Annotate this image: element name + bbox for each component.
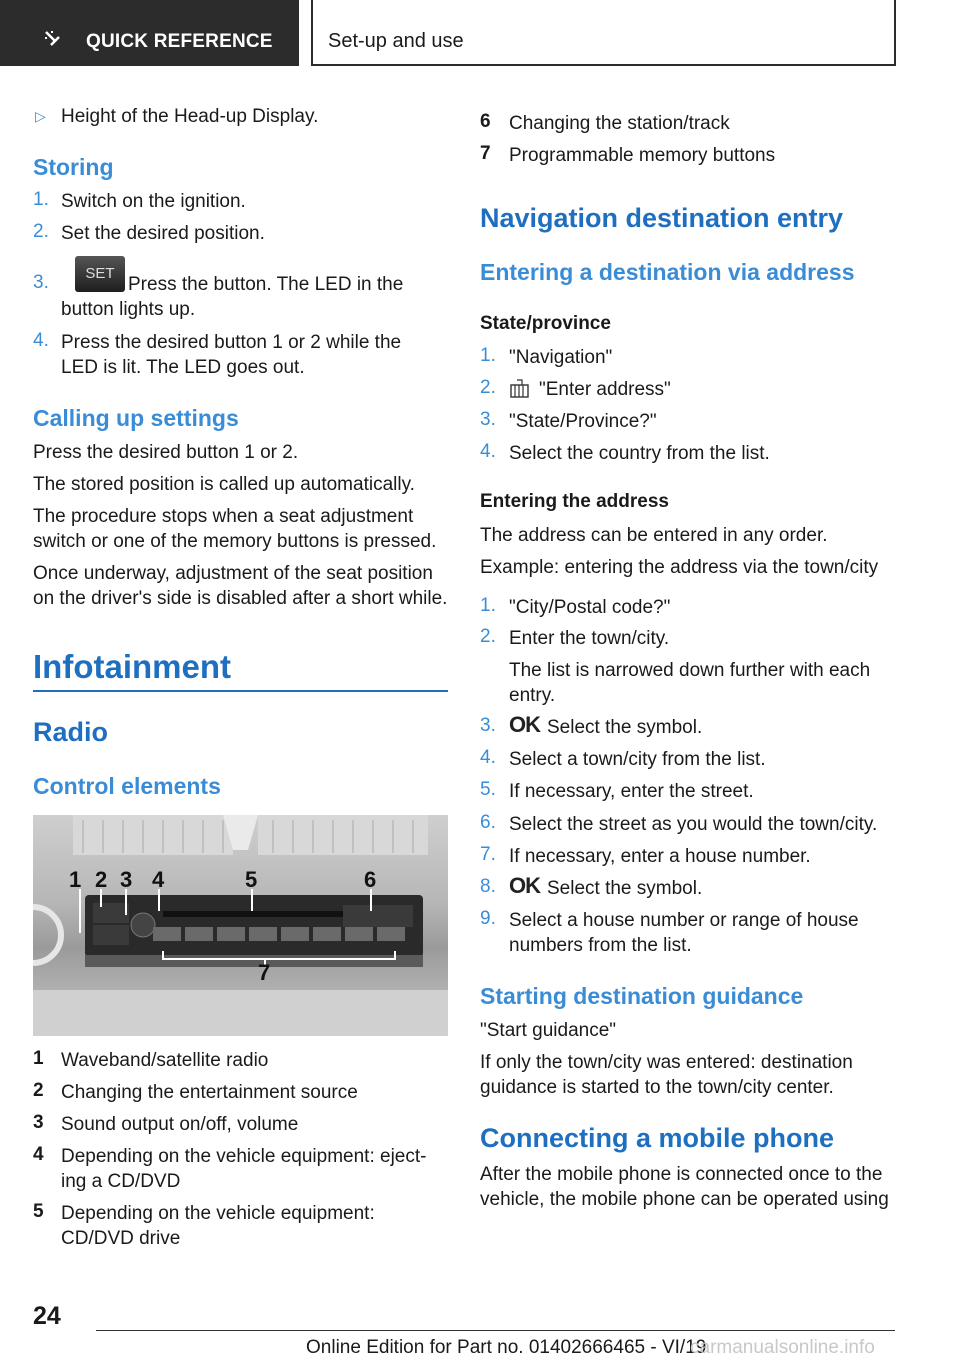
step-text-cont: numbers from the list. — [509, 935, 692, 956]
step-text-cont: LED is lit. The LED goes out. — [61, 357, 305, 378]
legend-number: 1 — [33, 1048, 44, 1069]
step-number: 3. — [480, 715, 496, 736]
starting-guidance-heading: Starting destination guidance — [480, 983, 804, 1009]
entering-destination-heading: Entering a destination via address — [480, 259, 855, 285]
step-text: Switch on the ignition. — [61, 191, 246, 212]
image-label: 4 — [152, 867, 165, 892]
paragraph: The stored position is called up automatically. — [33, 474, 415, 495]
legend-number: 6 — [480, 111, 491, 132]
heading-rule — [33, 690, 448, 692]
paragraph: Press the desired button 1 or 2. — [33, 442, 299, 463]
ok-symbol-icon: OK — [509, 873, 540, 898]
image-label: 2 — [95, 867, 108, 892]
legend-number: 4 — [33, 1144, 44, 1165]
step-text: Press the button. The LED in the — [128, 274, 404, 295]
legend-number: 3 — [33, 1112, 44, 1133]
step-number: 7. — [480, 844, 496, 865]
step-number: 2. — [480, 377, 496, 398]
watermark-text: carmanualsonline.info — [690, 1337, 875, 1358]
step-number: 2. — [33, 221, 49, 242]
legend-text: Depending on the vehicle equipment: — [61, 1203, 375, 1224]
step-number: 1. — [33, 189, 49, 210]
tri-item-text: Height of the Head-up Display. — [61, 106, 319, 127]
step-text: "Enter address" — [539, 379, 671, 400]
triangle-bullet-icon: ▷ — [35, 108, 46, 124]
chapter-label: Set-up and use — [328, 30, 464, 52]
step-text: "Navigation" — [509, 347, 613, 368]
quick-reference-tab[interactable] — [0, 0, 299, 66]
step-text: Press the desired button 1 or 2 while the — [61, 332, 402, 353]
legend-number: 7 — [480, 143, 491, 164]
step-text: Select the street as you would the town/city. — [509, 814, 878, 835]
step-number: 6. — [480, 812, 496, 833]
chapter-header — [311, 0, 896, 66]
image-label: 6 — [364, 867, 377, 892]
step-number: 1. — [480, 595, 496, 616]
radio-heading: Radio — [33, 717, 109, 747]
legend-text-cont: CD/DVD drive — [61, 1228, 181, 1249]
image-label: 1 — [69, 867, 82, 892]
radio-control-panel-image — [33, 815, 448, 1036]
legend-text: Depending on the vehicle equipment: eject- — [61, 1146, 427, 1167]
step-number: 3. — [33, 272, 49, 293]
legend-text: Sound output on/off, volume — [61, 1114, 299, 1135]
sparkle-icon — [42, 28, 62, 48]
radio-illustration — [33, 815, 448, 1036]
step-text: Select a house number or range of house — [509, 910, 859, 931]
step-number: 4. — [33, 330, 49, 351]
step-number: 5. — [480, 779, 496, 800]
step-number: 8. — [480, 876, 496, 897]
edition-text: Online Edition for Part no. 01402666465 - VI/19 — [306, 1337, 707, 1358]
control-elements-heading: Control elements — [33, 773, 221, 799]
step-text: If necessary, enter the street. — [509, 781, 754, 802]
page-number: 24 — [33, 1302, 61, 1330]
legend-number: 5 — [33, 1201, 44, 1222]
step-text: Set the desired position. — [61, 223, 265, 244]
address-book-icon — [509, 379, 531, 399]
calling-heading: Calling up settings — [33, 405, 239, 431]
set-button-icon: SET — [75, 256, 125, 292]
step-text: If necessary, enter a house number. — [509, 846, 811, 867]
legend-text: Changing the entertainment source — [61, 1082, 358, 1103]
state-province-subheading: State/province — [480, 313, 611, 334]
paragraph: on the driver's side is disabled after a short while. — [33, 588, 448, 609]
ok-symbol-icon: OK — [509, 712, 540, 737]
step-number: 9. — [480, 908, 496, 929]
image-label: 3 — [120, 867, 133, 892]
legend-number: 2 — [33, 1080, 44, 1101]
paragraph: switch or one of the memory buttons is pressed. — [33, 531, 437, 552]
legend-text-cont: ing a CD/DVD — [61, 1171, 181, 1192]
step-text: "City/Postal code?" — [509, 597, 671, 618]
step-text: Enter the town/city. — [509, 628, 670, 649]
step-text: Select a town/city from the list. — [509, 749, 766, 770]
legend-text: Programmable memory buttons — [509, 145, 776, 166]
paragraph: vehicle, the mobile phone can be operated using — [480, 1189, 889, 1210]
navigation-heading: Navigation destination entry — [480, 203, 844, 233]
connecting-phone-heading: Connecting a mobile phone — [480, 1123, 835, 1153]
step-text: "State/Province?" — [509, 411, 657, 432]
step-number: 3. — [480, 409, 496, 430]
paragraph: "Start guidance" — [480, 1020, 617, 1041]
step-number: 2. — [480, 626, 496, 647]
paragraph: guidance is started to the town/city center. — [480, 1077, 834, 1098]
entering-address-subheading: Entering the address — [480, 491, 669, 512]
infotainment-heading: Infotainment — [33, 648, 231, 685]
step-note: entry. — [509, 685, 556, 706]
step-number: 1. — [480, 345, 496, 366]
footer-rule — [96, 1330, 895, 1331]
paragraph: The address can be entered in any order. — [480, 525, 828, 546]
paragraph: Example: entering the address via the town/city — [480, 557, 879, 578]
step-note: The list is narrowed down further with each — [509, 660, 871, 681]
paragraph: The procedure stops when a seat adjustment — [33, 506, 414, 527]
paragraph: After the mobile phone is connected once to the — [480, 1164, 883, 1185]
step-text: Select the symbol. — [547, 878, 703, 899]
legend-text: Changing the station/track — [509, 113, 730, 134]
image-label: 5 — [245, 867, 258, 892]
image-label: 7 — [258, 960, 271, 985]
step-text-cont: button lights up. — [61, 299, 196, 320]
paragraph: If only the town/city was entered: destination — [480, 1052, 853, 1073]
section-label: QUICK REFERENCE — [86, 31, 273, 52]
legend-text: Waveband/satellite radio — [61, 1050, 269, 1071]
step-number: 4. — [480, 747, 496, 768]
storing-heading: Storing — [33, 154, 114, 180]
paragraph: Once underway, adjustment of the seat position — [33, 563, 433, 584]
step-text: Select the country from the list. — [509, 443, 770, 464]
step-text: Select the symbol. — [547, 717, 703, 738]
step-number: 4. — [480, 441, 496, 462]
